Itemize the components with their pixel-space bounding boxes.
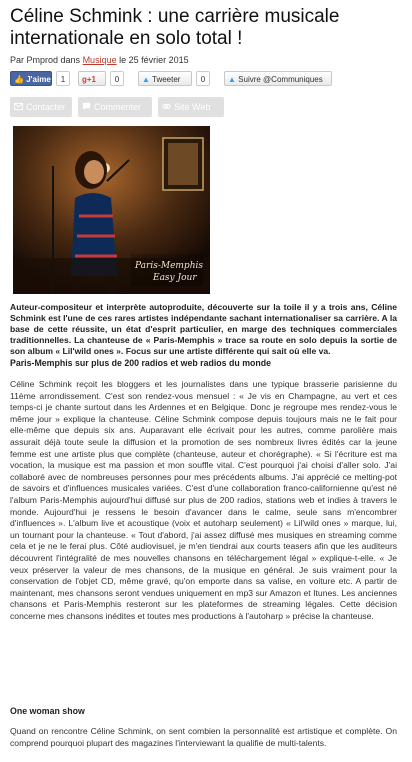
contact-button[interactable]	[10, 97, 72, 117]
envelope-icon	[14, 102, 23, 111]
comment-button[interactable]	[78, 97, 152, 117]
article-lead: Auteur-compositeur et interprète autoproduite, découverte sur la toile il y a trois ans, Céline Schmink est l'une de ces rares artistes indépendante sachant internationaliser sa carrière. A la base de cette réussite, un état d'esprit particulier, en marge des techniques commerciales traditionnelles. La chanteuse de « Paris-Memphis » trace sa route en solo depuis la sortie de son album « Lil'wild ones ». Focus sur une artiste différente qui sait où elle va.	[10, 302, 397, 356]
facebook-like-count: 1	[56, 71, 70, 86]
twitter-bird-icon: ▲	[142, 75, 150, 84]
twitter-follow-button[interactable]	[224, 71, 332, 86]
comment-label: Commenter	[94, 102, 142, 112]
section-heading-one-woman-show: One woman show	[10, 706, 85, 716]
photo-overlay-line2: Easy Jour	[153, 273, 197, 283]
publish-date: le 25 février 2015	[119, 55, 189, 65]
website-label: Site Web	[174, 102, 211, 112]
social-bar	[10, 71, 405, 89]
google-plus-count: 0	[110, 71, 124, 86]
section-heading-radios: Paris-Memphis sur plus de 200 radios et web radios du monde	[10, 358, 272, 368]
twitter-bird-icon: ▲	[228, 75, 236, 84]
tweet-label: Tweeter	[152, 75, 181, 84]
category-link[interactable]: Musique	[82, 55, 117, 65]
facebook-like-label: J'aime	[26, 75, 51, 84]
contact-label: Contacter	[26, 102, 66, 112]
section-body-one-woman-show: Quand on rencontre Céline Schmink, on sent combien la personnalité est artistique et complète. On comprend pourquoi plupart des magazines l'interviewant la qualifie de multi-talents.	[10, 726, 397, 748]
tweet-button[interactable]	[138, 71, 192, 86]
website-button[interactable]	[158, 97, 224, 117]
article-byline	[10, 55, 189, 65]
article-title: Céline Schmink : une carrière musicale internationale en solo total !	[10, 6, 340, 49]
link-icon	[162, 102, 171, 111]
follow-label: Suivre @Communiques	[238, 75, 323, 84]
section-body-radios: Céline Schmink reçoit les bloggers et les journalistes dans une typique brasserie parisienne du 11ème arrondissement. C'est son rendez-vous mensuel : « Je vis en Champagne, au vert et ces temps-ci je chante surtout dans les Ardennes et en Belgique. Donc je regroupe mes rendez-vous le même jour » explique la chanteuse. Céline Schmink compose depuis toujours mais ne le fait pour elle-même que depuis six ans. Auparavant elle écrivait pour les autres, comme parolière mais assurait déjà toute seule la diffusion et la promotion de ses nombreux livres édités car la jeune femme est une artiste plus que complète (chanteuse, auteur et chorégraphe). « Si l'écriture est ma vocation, la musique est ma passion et mon souffle vital. C'est pourquoi j'ai choisi d'aller solo. J'ai collaboré avec de nombreuses personnes pour mes précédents albums. J'ai apprécié ce melting-pot de savoirs et d'influences musicales variées. C'est d'une collaboration franco-californienne qu'est né l'album Paris-Memphis aujourd'hui diffusé sur plus de 200 radios, stations web et indies à travers le monde. Aujourd'hui je ressens le besoin d'avancer dans le calme, seule sans m'encombrer d'influences ». L'album live et acoustique (voix et autoharp seulement) « Lil'wild ones » marque, lui, un tournant pour la chanteuse. « Tout d'abord, j'ai assez diffusé mes musiques en streaming comme cela et je ne le ferai plus. Côté audiovisuel, je m'en tiendrai aux courts teasers afin que les auditeurs découvrent l'intégralité de mes nouvelles chansons en téléchargement légal » explique-t-elle. « Je veux préserver la valeur de mes chansons, de la musique en général. Je suis vraiment pour la conservation de l'objet CD, même gravé, qu'on emporte dans sa valise, en voiture etc. A partir de maintenant, mes chansons seront vendues uniquement en mp3 sur Amazon et Itunes. Les anciennes chansons et Paris-Memphis resteront sur les plateformes de streaming légales. Cette décision concerne mes chansons inédites et toutes mes productions à l'autoharp » précise la chanteuse.	[10, 379, 397, 621]
facebook-like-button[interactable]	[10, 71, 52, 86]
comment-icon	[82, 102, 91, 111]
tweet-count: 0	[196, 71, 210, 86]
singer-stage-photo	[13, 126, 210, 294]
byline-prefix: Par Pmprod dans	[10, 55, 81, 65]
article-photo	[13, 126, 210, 294]
photo-overlay-line1: Paris-Memphis	[135, 261, 203, 271]
thumbs-up-icon: 👍	[14, 75, 24, 84]
google-plus-button[interactable]: g+1	[78, 71, 106, 86]
